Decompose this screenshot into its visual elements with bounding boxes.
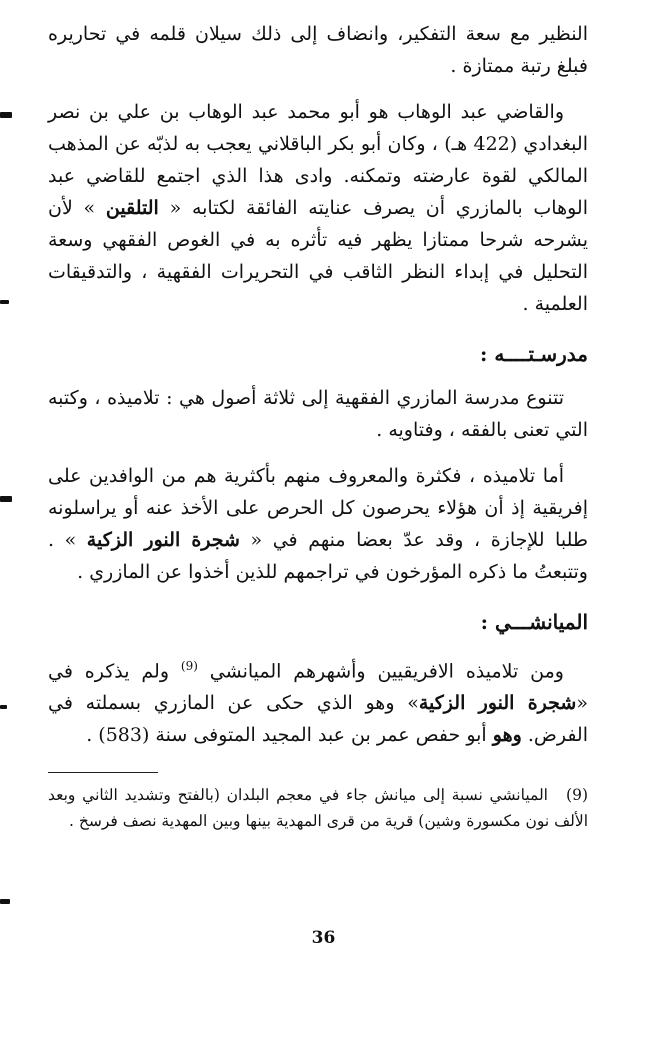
paragraph-text: ولم يذكره في « — [48, 660, 588, 715]
book-title-shajara: شجرة النور الزكية — [418, 692, 577, 715]
paragraph-text: أما تلاميذه ، فكثرة والمعروف منهم بأكثرية هم من الوافدين على إفريقية إذ أن هؤلاء يحرصون كل الحرص على الأخذ عنه أو يراسلونه طلبا للإجازة ، وقد عدّ بعضا منهم في « — [48, 465, 588, 551]
section-heading-mayanshi: الميانشـــي : — [480, 610, 588, 634]
footnote-separator — [48, 772, 158, 773]
book-title-shajara: شجرة النور الزكية — [86, 529, 240, 551]
paragraph-text: » لأن يشرحه شرحا ممتازا يظهر فيه تأثره به في الغوص الفقهي وسعة التحليل في إبداء النظر الثاقب في التحريرات الفقهية ، والتدقيقات العلمية . — [48, 197, 588, 315]
paragraph-text: ومن تلاميذه الافريقيين وأشهرهم الميانشي — [197, 660, 564, 683]
scan-artifact-mark — [0, 300, 9, 304]
scan-artifact-mark — [0, 112, 12, 118]
paragraph-students — [48, 460, 588, 588]
paragraph-text: » وهو الذي حكى عن المازري بسملته في الفرض. — [48, 692, 588, 747]
scan-artifact-mark — [0, 496, 12, 502]
paragraph-text: والقاضي عبد الوهاب هو أبو محمد عبد الوهاب بن علي بن نصر البغدادي (422 هـ) ، وكان أبو بكر الباقلاني يعجب به لذبّه عن المذهب المالكي لقوة عارضته وتمكنه. وادى هذا الذي اجتمع للقاضي عبد الوهاب بالمازري أن يصرف عنايته الفائقة لكتابه « — [48, 101, 588, 219]
scan-artifact-mark — [0, 705, 7, 709]
paragraph-abdulwahhab — [48, 96, 588, 320]
footnote-block — [48, 782, 588, 834]
footnote-reference: (9) — [180, 659, 198, 673]
paragraph-text: » . وتتبعتُ ما ذكره المؤرخون في تراجمهم للذين أخذوا عن المازري . — [48, 529, 588, 583]
scan-artifact-mark — [0, 899, 10, 904]
page-body — [48, 18, 588, 751]
footnote-number: (9) — [566, 786, 588, 804]
emphasis-word: وهو — [492, 724, 522, 747]
section-heading-school: مدرسـتــــه : — [479, 342, 588, 366]
paragraph-school-intro: تتنوع مدرسة المازري الفقهية إلى ثلاثة أصول هي : تلاميذه ، وكتبه التي تعنى بالفقه ، وفتاويه . — [48, 387, 588, 441]
paragraph-text: أبو حفص عمر بن عبد المجيد المتوفى سنة (583) . — [86, 724, 493, 747]
paragraph-continuation: النظير مع سعة التفكير، وانضاف إلى ذلك سيلان قلمه في تحاريره فبلغ رتبة ممتازة . — [48, 23, 588, 77]
footnote-text: الميانشي نسبة إلى ميانش جاء في معجم البلدان (بالفتح وتشديد الثاني وبعد الألف نون مكسورة وشين) قرية من قرى المهدية بينها وبين المهدية نصف فرسخ . — [48, 786, 588, 830]
book-title-talqin: التلقين — [105, 197, 159, 219]
paragraph-mayanshi — [48, 650, 588, 751]
page-number: 36 — [311, 928, 336, 948]
